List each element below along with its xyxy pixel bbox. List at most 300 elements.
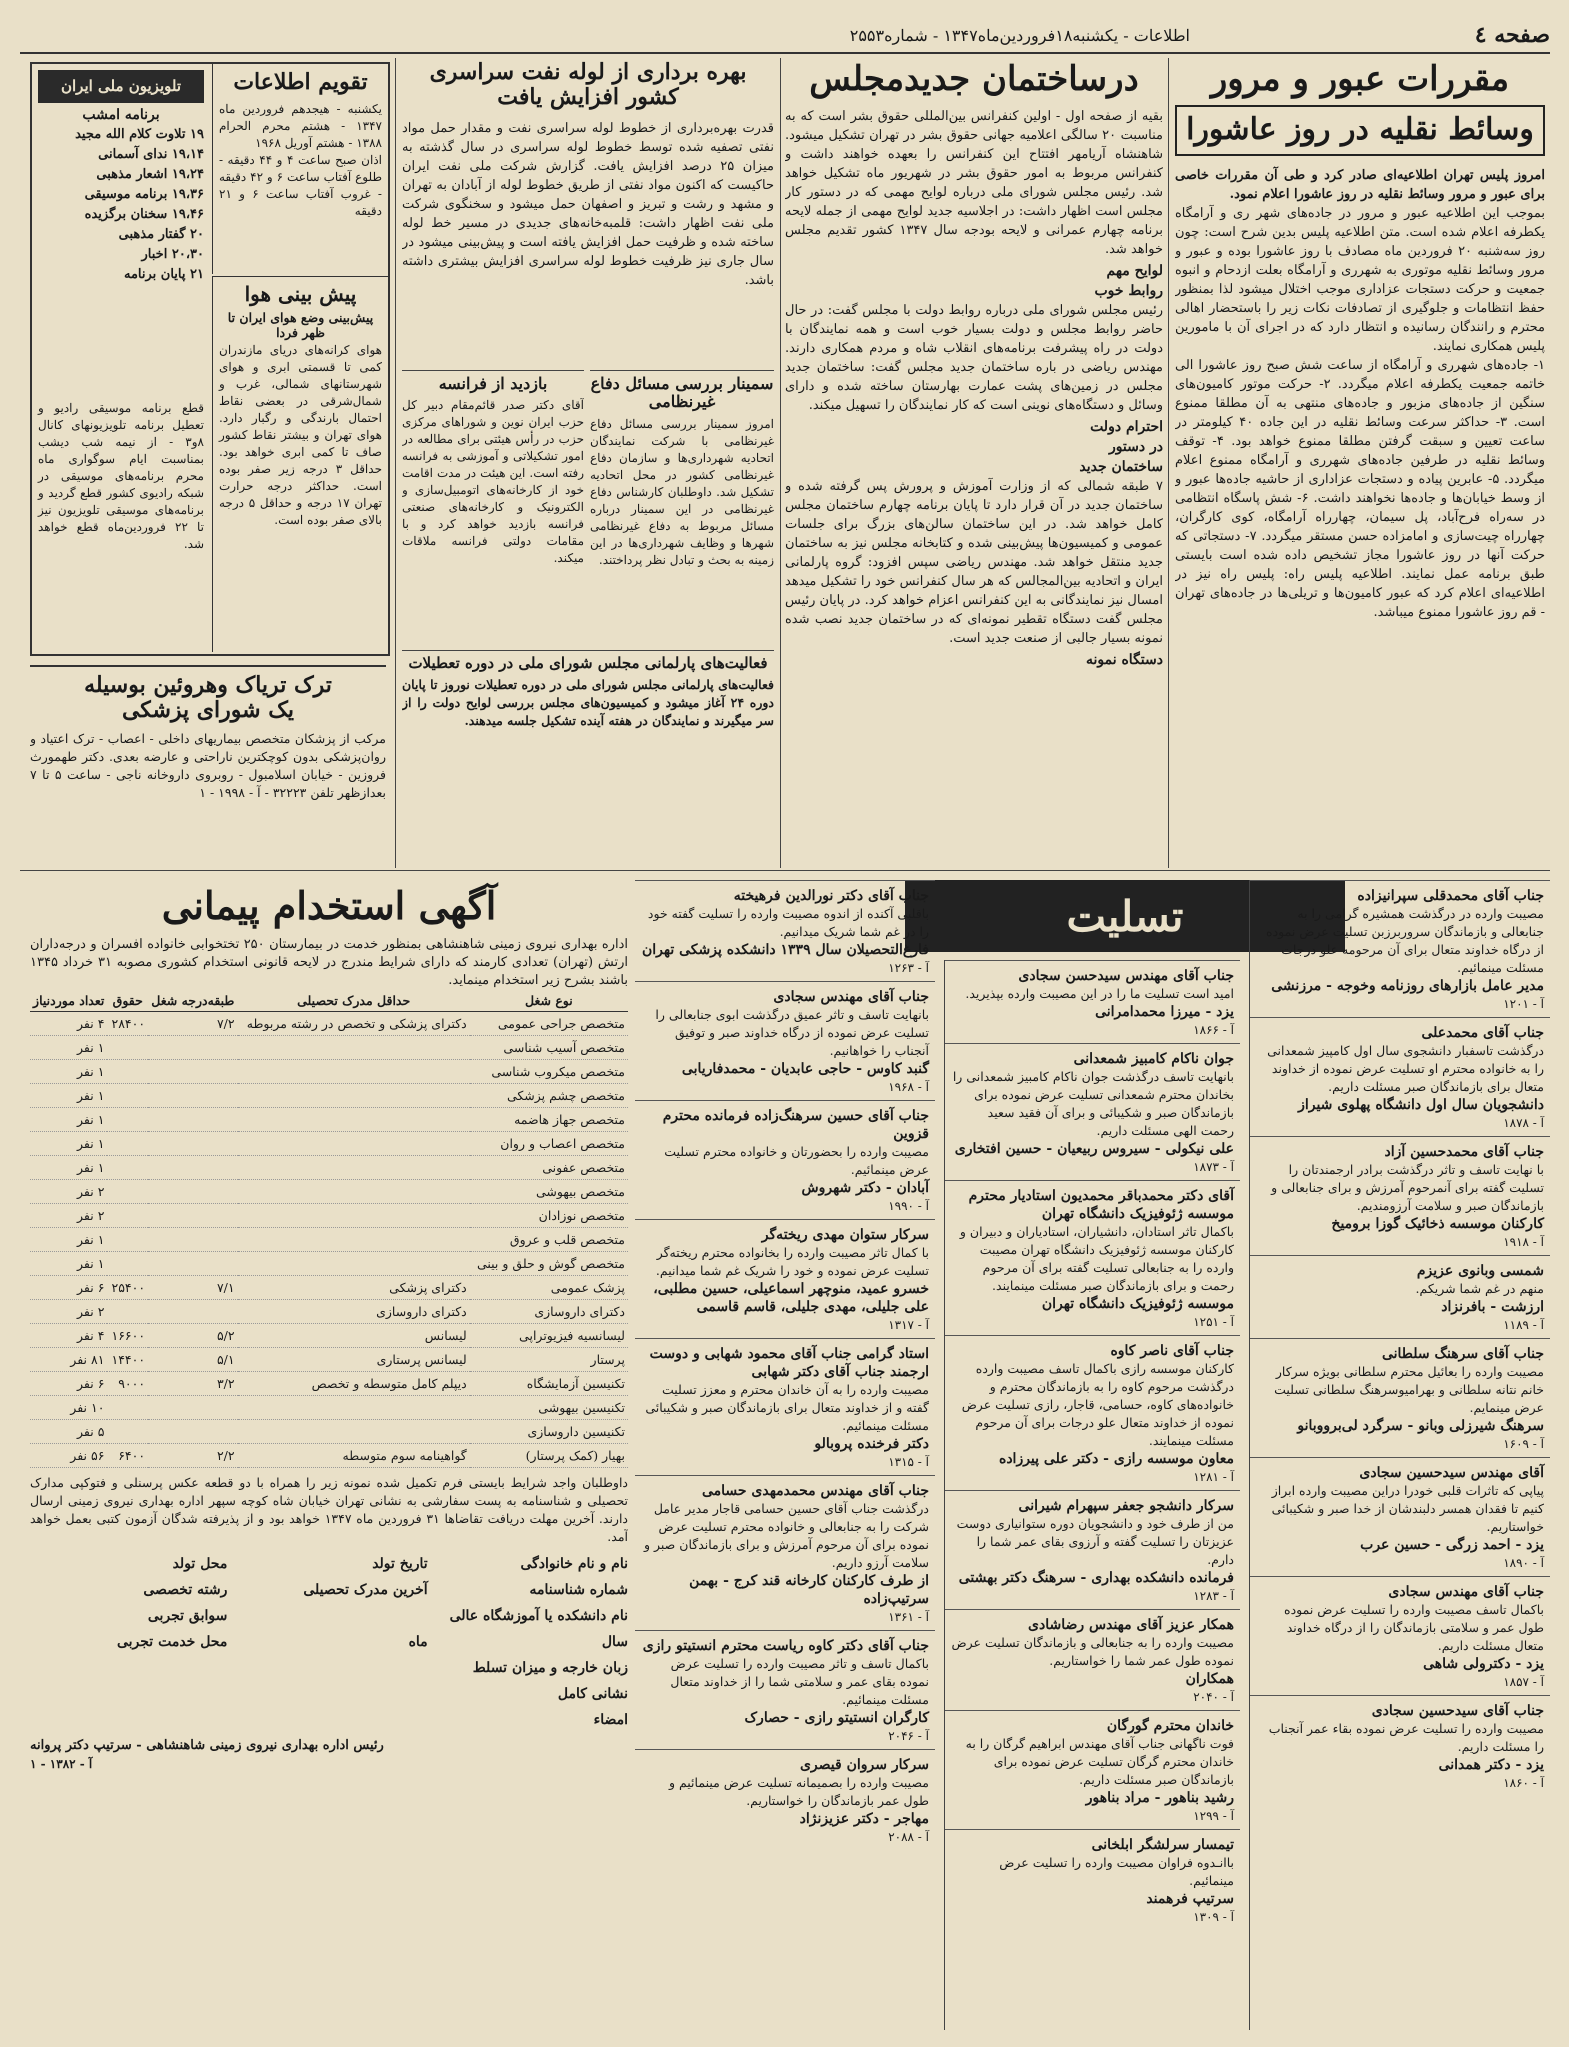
condolence-text: فوت ناگهانی جناب آقای مهندس ابراهیم گرگان را به خاندان محترم گرگان تسلیت عرض نموده برای بازماندگان صبر مسئلت داریم. [965,1736,1234,1787]
condolence-text: باکمال تاثر استادان، دانشیاران، استادیاران و دبیران و کارکنان موسسه ژئوفیزیک دانشگاه تهران مصیبت وارده را به جنابعالی تسلیت گفته برای آن مرحوم رحمت و برای بازماندگان صبر مسئلت مینمایند. [959,1224,1234,1293]
table-cell [238,1131,470,1155]
traffic-items: ۱- جاده‌های شهرری و آرامگاه از ساعت شش صبح روز عاشورا الی خاتمه جمعیت یکطرفه اعلام میگردد. ۲- حرکت موتور کامیون‌های سنگین از جاده‌های مزبور و جاده‌های منتهی به آن مطلقا ممنوع است. ۳- حداکثر سرعت وسائط نقلیه در این جاده ۴۰ کیلومتر در ساعت تعیین و سبقت گرفتن مطلقا ممنوع خواهد بود. ۴- توقف وسائط نقلیه در طرفین جاده‌های شهرری و آرامگاه ممنوع اعلام میگردد. ۵- عابرین پیاده و دستجات عزاداری از حاشیه جاده‌ها عبور و از وسط خیابان‌ها و جاده‌ها نخواهند داشت. ۶- شش پاسگاه انتظامی در سه‌راه فرح‌آباد، پل سیمان، چهارراه آرامگاه، کوی کارگران، چهارراه چیت‌سازی و امامزاده حسن مستقر میگردد. ۷- دستجاتی که حرکت آنها در روز عاشورا مجاز تشخیص داده شده است بایستی طبق برنامه عمل نمایند. اطلاعیه پلیس راه: پلیس راه نیز در اطلاعیه‌ای اعلام کرد که عبور کامیون‌ها و تریلی‌ها در جاده‌های تهران - قم روز عاشورا ممنوع میباشد. [1175,357,1545,620]
table-cell: ۱ نفر [30,1035,107,1059]
table-cell: متخصص قلب و عروق [470,1227,628,1251]
condolence-to: جناب آقای محمدحسین آزاد [1384,1144,1544,1160]
table-cell [107,1083,148,1107]
table-cell: متخصص عفونی [470,1155,628,1179]
table-cell [148,1083,238,1107]
condolence-notice [635,1475,935,1630]
condolence-code: آ - ۱۳۱۷ [888,1318,929,1332]
table-cell: لیسانس پرستاری [238,1347,470,1371]
condolence-to: آقای دکتر محمدباقر محمدیون استادیار محترم موسسه ژئوفیزیک دانشگاه تهران [968,1188,1234,1222]
traffic-article [1175,60,1545,860]
table-cell: دکترای پزشکی و تخصص در رشته مربوطه [238,1011,470,1035]
condolence-sign: آبادان - دکتر شهروش [801,1180,929,1196]
condolence-columns [635,880,1550,2030]
table-cell [107,1179,148,1203]
condolence-sign: معاون موسسه رازی - دکتر علی پیرزاده [998,1451,1234,1467]
majlis-subhead: احترام دولت [1090,419,1163,436]
table-cell [238,1083,470,1107]
table-cell [107,1251,148,1275]
column-rule [1168,58,1169,868]
form-field-label [30,1686,227,1702]
condolence-notice [945,1829,1240,1930]
traffic-body: بموجب این اطلاعیه عبور و مرور در جاده‌های شهر ری و آرامگاه یکطرفه اعلام شده است. متن اطلاعیه پلیس بدین شرح است: چون روز سه‌شنبه ۲۰ فروردین ماه مصادف با روز عاشورا بوده و عبور و مرور وسائط نقلیه موتوری به شهرری و آرامگاه بعلت ازدحام و انبوه جمعیت و حرکت دستجات عزاداری موجب اختلال میشود لذا بمنظور حفظ انتظامات و جلوگیری از تصادفات نکات زیر را باستحضار اهالی محترم و رانندگان رسانیده و انتظار دارد که در اجرای آن با مامورین پلیس همکاری نمایند. [1175,205,1545,354]
jobs-column-header: طبقه‌درجه شغل [148,990,238,1012]
oil-article [402,60,774,360]
condolence-text: مصیبت وارده را بصمیمانه تسلیت عرض مینمائیم و طول عمر بازماندگان را خواستاریم. [668,1775,929,1808]
table-cell: پرستار [470,1347,628,1371]
condolence-sign: همکاران [1185,1671,1234,1687]
condolence-text: باکمال تاسف مصیبت وارده را تسلیت عرض نموده طول عمر و سلامتی بازماندگان را از درگاه خداوند متعال مسئلت داریم. [1284,1602,1544,1653]
clinic-ad [30,665,386,862]
table-cell: متخصص گوش و حلق و بینی [470,1251,628,1275]
table-cell: متخصص میکروب شناسی [470,1059,628,1083]
condolence-notice [1250,1576,1550,1695]
table-cell: ۲ نفر [30,1299,107,1323]
table-row [30,1323,628,1347]
condolence-sign: رشید بناهور - مراد بناهور [1085,1790,1234,1806]
table-cell [148,1395,238,1419]
issue-info: اطلاعات - یکشنبه۱۸فروردین‌ماه۱۳۴۷ - شماره۲۵۵۳ [849,26,1190,45]
table-cell [238,1059,470,1083]
table-cell: ۶۴۰۰ [107,1443,148,1467]
table-cell: ۷/۲ [148,1011,238,1035]
calendar-section [212,64,388,274]
condolence-sign: کارگران انستیتو رازی - حصارک [744,1710,929,1726]
condolence-code: آ - ۱۲۸۱ [1193,1470,1234,1484]
table-row [30,1107,628,1131]
condolence-notice [1250,1136,1550,1255]
table-cell [238,1227,470,1251]
condolence-sign: مهاجر - دکتر عزیزنژاد [799,1811,929,1827]
condolence-sign: علی نیکولی - سیروس ربیعیان - حسین افتخاری [954,1141,1234,1157]
condolence-notice [635,1630,935,1749]
form-field-label: رشته تخصصی [143,1581,228,1598]
condolence-sign: یزد - دکترولی شاهی [1423,1656,1544,1672]
table-row [30,1395,628,1419]
form-row [30,1686,628,1702]
form-row [30,1556,628,1572]
table-cell [107,1419,148,1443]
condolence-to: جناب آقای دکتر کاوه ریاست محترم انستیتو رازی [642,1638,929,1654]
form-row [30,1712,628,1728]
tv-program-list [38,125,204,285]
table-cell: دکترای داروسازی [470,1299,628,1323]
condolence-sign: کارکنان موسسه ذخائیک گوزا برومیخ [1331,1216,1544,1232]
table-row [30,1011,628,1035]
table-row [30,1443,628,1467]
form-field-label [230,1608,427,1624]
table-cell [107,1107,148,1131]
jobs-column-header: تعداد موردنیاز [30,990,107,1012]
condolence-code: آ - ۱۸۷۳ [1193,1160,1234,1174]
tv-logo: تلویزیون ملی ایران [38,70,204,103]
condolence-notice [1250,1255,1550,1338]
condolence-text: کارکنان موسسه رازی باکمال تاسف مصیبت وارده درگذشت مرحوم کاوه را به بازماندگان محترم و خانواده‌های کاوه، حسامی، قاجار، رازی تسلیت عرض نموده از خداوند متعال علو درجات برای آن مرحوم مسئلت مینمایند. [961,1361,1234,1448]
condolence-column [1249,880,1550,2030]
section-rule [20,870,1550,871]
condolence-to: جناب آقای مهندس سجادی [1388,1584,1544,1600]
form-row [30,1582,628,1598]
table-cell [107,1395,148,1419]
page-number: صفحه ٤ [1474,22,1550,48]
table-cell: ۱ نفر [30,1155,107,1179]
condolence-text: من از طرف خود و دانشجویان دوره ستوانیاری دوست عزیزتان را تسلیت گفته و آرزوی بقای عمر شما را دارم. [956,1516,1234,1567]
jobs-signer: رئیس اداره بهداری نیروی زمینی شاهنشاهی - سرتیپ دکتر پروانه [30,1737,384,1753]
form-field-label: زبان خارجه و میزان تسلط [472,1659,628,1676]
condolence-code: آ - ۱۸۷۸ [1503,1116,1544,1130]
condolence-to: تیمسار سرلشگر ابلخانی [1091,1837,1234,1853]
table-cell: تکنیسین داروسازی [470,1419,628,1443]
table-cell: تکنیسین بیهوشی [470,1395,628,1419]
weather-body: هوای کرانه‌های دریای مازندران کمی تا قسمتی ابری و هوای شهرستانهای شمالی، غرب و شمال‌شرقی در بعضی نقاط احتمال بارندگی و رگبار دارد. هوای تهران و بیشتر نقاط کشور صاف تا کمی ابری خواهد بود. حداقل ۳ درجه زیر صفر بوده است. حداکثر درجه حرارت تهران ۱۷ درجه و حداقل ۵ درجه بالای صفر بوده است. [219,343,383,527]
condolence-to: جناب آقای محمدقلی سپرانیزاده [1357,888,1544,904]
condolence-text: درگذشت جناب آقای حسین حسامی قاجار مدیر عامل شرکت را به جنابعالی و خانواده محترم تسلیت عرض نموده برای آن مرحوم آمرزش و برای بازماندگان صبر و سلامت آرزو داریم. [644,1501,929,1570]
condolence-notice [945,960,1240,1043]
condolence-to: جناب آقای مهندس سجادی [773,989,929,1005]
condolence-code: آ - ۱۹۶۸ [888,1080,929,1094]
form-row [30,1634,628,1650]
majlis-body-1: بقیه از صفحه اول - اولین کنفرانس بین‌المللی حقوق بشر است که به مناسبت ۲۰ سالگی اعلامیه جهانی حقوق بشر در تهران تشکیل میشود. شاهنشاه آریامهر افتتاح این کنفرانس را بعهده خواهند داشت و کنفرانس مربوط به امور حقوق بشر در شهریور ماه تشکیل خواهد شد. رئیس مجلس شورای ملی درباره لوایح مهمی که در دستور کار مجلس است اظهار داشت: در اجلاسیه جدید لوایح مهمی از جمله لایحه برنامه چهارم عمرانی و لایحه بودجه سال ۱۳۴۷ کشور تقدیم مجلس خواهد شد. [785,109,1163,258]
seminar-body: امروز سمینار بررسی مسائل دفاع غیرنظامی با شرکت نمایندگان اتحادیه شهرداری‌ها و سازمان دفاع غیرنظامی کشور در محل اتحادیه تشکیل شد. داوطلبان کارشناس دفاع غیرنظامی در این سمینار درباره مسائل مربوط به دفاع غیرنظامی شهرها و وظایف شهرداری‌ها در این زمینه به بحث و تبادل نظر پرداختند. [590,416,774,567]
table-cell [148,1179,238,1203]
condolence-notice [945,1490,1240,1609]
table-row [30,1419,628,1443]
table-cell: متخصص بیهوشی [470,1179,628,1203]
table-cell [148,1107,238,1131]
table-cell [148,1155,238,1179]
tv-program-item: ۱۹ تلاوت کلام الله مجید [75,127,204,143]
condolence-sign: دکتر فرخنده پروبالو [814,1436,929,1452]
form-row [30,1608,628,1624]
condolence-sign: سرتیپ فرهمند [1146,1891,1234,1907]
condolence-code: آ - ۱۶۰۹ [1503,1437,1544,1451]
condolence-sign: یزد - دکتر همدانی [1438,1757,1544,1773]
table-cell: متخصص اعصاب و روان [470,1131,628,1155]
form-field-label: محل خدمت تجربی [116,1633,228,1650]
table-cell: ۵/۱ [148,1347,238,1371]
table-cell [107,1155,148,1179]
condolence-code: آ - ۲۰۴۶ [888,1729,929,1743]
condolence-notice [635,1749,935,1850]
jobs-title: آگهی استخدام پیمانی [161,883,497,928]
table-cell [148,1059,238,1083]
condolence-to: جناب آقای محمدعلی [1421,1025,1544,1041]
table-cell: ۲ نفر [30,1179,107,1203]
form-field-label: نشانی کامل [557,1685,628,1702]
condolence-section [635,880,1550,2030]
condolence-code: آ - ۱۸۹۰ [1503,1556,1544,1570]
jobs-column-header: نوع شغل [470,990,628,1012]
tv-notice: قطع برنامه موسیقی رادیو و تعطیل برنامه تلویزیونهای کانال ۸و۳ - از نیمه شب دیشب بمناسبت ایام سوگواری ماه محرم برنامه‌های موسیقی در شبکه رادیوی کشور قطع گردید و برنامه‌های موسیقی تلویزیون نیز تا ۲۲ فروردین‌ماه قطع خواهد شد. [38,401,205,551]
form-field-label [230,1712,427,1728]
condolence-text: با کمال تاثر مصیبت وارده را بخانواده محترم ریخته‌گر تسلیت عرض نموده و خود را شریک غم شما میدانیم. [655,1245,929,1278]
condolence-notice [945,1335,1240,1490]
table-cell [148,1251,238,1275]
weather-section [212,276,388,652]
condolence-to: جناب آقای مهندس محمدمهدی حسامی [701,1483,929,1499]
condolence-to: سرکار سروان قیصری [799,1757,929,1773]
table-row [30,1203,628,1227]
table-cell [107,1059,148,1083]
condolence-to: سرکار ستوان مهدی ریخته‌گر [761,1227,929,1243]
form-field-label [230,1686,427,1702]
table-cell [238,1155,470,1179]
condolence-to: همکار عزیز آقای مهندس رضاشادی [1028,1617,1234,1633]
form-field-label: سوابق تجربی [147,1607,228,1624]
form-field-label: امضاء [593,1711,628,1728]
parliament-article [402,650,774,861]
form-field-label: ماه [408,1633,428,1650]
condolence-notice [635,880,935,981]
jobs-intro: اداره بهداری نیروی زمینی شاهنشاهی بمنظور خدمت در بیمارستان ۲۵۰ تختخوابی خانواده افسران و درجه‌داران ارتش (تهران) تعدادی کارمند که دارای شرایط مندرج در لایحه قانونی استخدام کشوری مصوبه ۳۱ خرداد ۱۳۴۵ باشند بشرح زیر استخدام مینماید. [30,936,628,988]
weather-subtitle: پیش‌بینی وضع هوای ایران تا ظهر فردا [227,310,374,340]
condolence-sign: فارغ‌التحصیلان سال ۱۳۳۹ دانشکده پزشکی تهران [641,942,929,958]
form-field-label: آخرین مدرک تحصیلی [303,1581,428,1598]
jobs-column-header: حداقل مدرک تحصیلی [238,990,470,1012]
table-cell: دکترای پزشکی [238,1275,470,1299]
condolence-code: آ - ۱۲۶۳ [888,961,929,975]
condolence-to: استاد گرامی جناب آقای محمود شهابی و دوست ارجمند جناب آقای دکتر شهابی [649,1346,929,1380]
tv-program-item: ۱۹،۲۴ اشعار مذهبی [96,167,204,183]
table-cell: متخصص نوزادان [470,1203,628,1227]
table-cell: ۱ نفر [30,1251,107,1275]
majlis-body-2: رئیس مجلس شورای ملی درباره روابط دولت با مجلس گفت: در حال حاضر روابط مجلس و دولت بسیار خوب است و همه نمایندگان با دولت در راه پیشرفت برنامه‌های انقلاب شاه و مردم همکاری دارند. مهندس ریاضی در باره ساختمان جدید مجلس گفت: ساختمان جدید مجلس در زمین‌های پشت عمارت بهارستان ساخته شده و دارای وسائل و دستگاه‌های نوینی است که کار نمایندگان را تسهیل میکند. [785,303,1163,414]
table-row [30,1251,628,1275]
condolence-text: مصیبت وارده را بحضورتان و خانواده محترم تسلیت عرض مینمائیم. [664,1144,929,1177]
table-row [30,1083,628,1107]
table-cell: متخصص آسیب شناسی [470,1035,628,1059]
table-cell: متخصص جراحی عمومی [470,1011,628,1035]
condolence-notice [635,1338,935,1475]
condolence-notice [945,1710,1240,1829]
seminar-title: سمینار بررسی مسائل دفاع غیرنظامی [590,374,774,412]
table-cell: ۹۰۰۰ [107,1371,148,1395]
parliament-title: فعالیت‌های پارلمانی مجلس شورای ملی در دوره تعطیلات [408,654,768,672]
table-row [30,1179,628,1203]
table-cell [107,1131,148,1155]
parliament-body: فعالیت‌های پارلمانی مجلس شورای ملی در دوره تعطیلات نوروز تا پایان دوره ۲۴ آغاز میشود و کمیسیون‌های مجلس بررسی لوایح دولت را از سر میگیرند و نمایندگان در هفته آینده تشکیل جلسه میدهند. [402,677,774,729]
table-cell: ۵ نفر [30,1419,107,1443]
condolence-notice [945,1043,1240,1180]
condolence-to: جناب آقای مهندس سیدحسن سجادی [1018,968,1234,984]
table-cell: دکترای داروسازی [238,1299,470,1323]
table-cell [107,1203,148,1227]
condolence-to: جناب آقای ناصر کاوه [1110,1343,1234,1359]
calendar-title: تقویم اطلاعات [233,69,368,95]
table-cell [148,1299,238,1323]
visit-body: آقای دکتر صدر قائم‌مقام دبیر کل حزب ایران نوین و شوراهای مرکزی حزب در رأس هیئتی برای مطالعه در امور تشکیلاتی و آموزشی به فرانسه رفته است. این هیئت در مدت اقامت خود از کارخانه‌های اتومبیل‌سازی و الکترونیک و کارخانه‌های صنعتی فرانسه بازدید خواهد کرد و با مقامات دولتی فرانسه ملاقات میکند. [402,398,584,566]
visit-article [402,370,584,641]
condolence-text: مصیبت وارده را به آن خاندان محترم و معزز تسلیت گفته و از خداوند متعال برای بازماندگان صبر و شکیبائی مسئلت مینمائیم. [645,1382,929,1433]
table-cell: ۱ نفر [30,1107,107,1131]
form-field-label: محل تولد [172,1555,228,1572]
form-field-label: سال [601,1633,628,1650]
table-cell [148,1419,238,1443]
table-row [30,1275,628,1299]
condolence-code: آ - ۱۸۵۷ [1503,1675,1544,1689]
condolence-notice [1250,1695,1550,1796]
condolence-code: آ - ۱۳۰۹ [1193,1910,1234,1924]
table-row [30,1371,628,1395]
calendar-box [30,62,390,656]
condolence-sign: مدیر عامل بازارهای روزنامه وخوجه - مرزنشی [1271,978,1544,994]
table-cell [148,1035,238,1059]
jobs-form [30,1556,628,1728]
jobs-ad [30,880,628,2030]
table-cell: ۱ نفر [30,1131,107,1155]
table-cell [238,1419,470,1443]
oil-title: بهره برداری از لوله نفت سراسری کشور افزایش یافت [429,60,747,111]
tv-program-item: ۲۰ گفتار مذهبی [118,227,204,243]
table-row [30,1227,628,1251]
condolence-sign: دانشجویان سال اول دانشگاه پهلوی شیراز [1298,1097,1544,1113]
condolence-sign: فرمانده دانشکده بهداری - سرهنگ دکتر بهشتی [958,1570,1234,1586]
condolence-text: بانهایت تاسف درگذشت جوان ناکام کامبیز شمعدانی را بخاندان محترم شمعدانی تسلیت عرض نموده برای بازماندگان صبر و شکیبائی و برای آن فقید سعید رحمت الهی مسئلت داریم. [952,1069,1234,1138]
condolence-text: با نهایت تاسف و تاثر درگذشت برادر ارجمندتان را تسلیت گفته برای آنمرحوم آمرزش و برای جنابعالی و بازماندگان صبر و سلامت آرزومندیم. [1271,1162,1544,1213]
condolence-to: جناب آقای سرهنگ سلطانی [1381,1346,1544,1362]
condolence-text: مصیبت وارده در درگذشت همشیره گرامی را به جنابعالی و بازماندگان سروربرزبن تسلیت عرض نموده از درگاه خداوند متعال برای آن مرحومه علو درجات مسئلت مینمائیم. [1266,906,1544,975]
condolence-notice [1250,880,1550,1017]
condolence-code: آ - ۱۲۸۳ [1193,1589,1234,1603]
condolence-sign: سرهنگ شیرزلی وبانو - سرگرد لی‌برووبانو [1297,1418,1544,1434]
table-cell: ۶ نفر [30,1275,107,1299]
form-field-label: نام و نام خانوادگی [520,1555,628,1572]
majlis-article [785,60,1163,860]
condolence-to: جوان ناکام کامبیز شمعدانی [1073,1051,1234,1067]
condolence-code: آ - ۱۸۶۰ [1503,1776,1544,1790]
condolence-code: آ - ۱۹۱۸ [1503,1235,1544,1249]
form-field-label [30,1660,227,1676]
table-cell: ۲ نفر [30,1203,107,1227]
table-cell [238,1203,470,1227]
condolence-sign: خسرو عمید، منوچهر اسماعیلی، حسین مطلبی، علی جلیلی، مهدی جلیلی، قاسم قاسمی [653,1281,929,1315]
table-row [30,1035,628,1059]
table-cell: دیپلم کامل متوسطه و تخصص [238,1371,470,1395]
table-cell: گواهینامه سوم متوسطه [238,1443,470,1467]
table-cell: پزشک عمومی [470,1275,628,1299]
condolence-to: جناب آقای دکتر نورالدین فرهیخته [733,888,929,904]
condolence-text: مصیبت وارده را به جنابعالی و بازماندگان تسلیت عرض نموده طول عمر شما را خواستاریم. [951,1635,1234,1668]
table-row [30,1131,628,1155]
table-cell [238,1035,470,1059]
table-cell [107,1299,148,1323]
table-cell: تکنیسین آزمایشگاه [470,1371,628,1395]
seminar-article [590,370,774,641]
condolence-to: شمسی وبانوی عزیزم [1416,1263,1544,1279]
table-cell: ۲۵۴۰۰ [107,1275,148,1299]
form-field-label [30,1712,227,1728]
tv-program-item: ۱۹،۱۴ ندای آسمانی [98,147,204,163]
table-cell: متخصص جهاز هاضمه [470,1107,628,1131]
form-field-label: شماره شناسنامه [529,1581,628,1598]
table-cell: ۱ نفر [30,1059,107,1083]
table-cell [238,1395,470,1419]
page-header [20,18,1550,54]
condolence-sign: ارزشت - بافرنزاد [1441,1299,1544,1315]
condolence-code: آ - ۱۱۸۹ [1503,1318,1544,1332]
table-cell: ۱۴۴۰۰ [107,1347,148,1371]
condolence-to: جناب آقای حسین سرهنگ‌زاده فرمانده محترم قزوین [662,1108,929,1142]
tv-program-item: ۱۹،۴۶ سخنان برگزیده [84,207,204,223]
table-cell: ۱ نفر [30,1083,107,1107]
table-cell: ۱۶۶۰۰ [107,1323,148,1347]
condolence-text: باکمال تاسف و تاثر مصیبت وارده را تسلیت عرض نموده بقای عمر و سلامتی شما را از خداوند متعال مسئلت مینمائیم. [670,1656,929,1707]
calendar-times: اذان صبح ساعت ۴ و ۴۴ دقیقه - طلوع آفتاب ساعت ۶ و ۴۲ دقیقه - غروب آفتاب ساعت ۶ و ۲۱ دقیقه [219,153,382,219]
clinic-ad-subtitle: یک شورای پزشکی [121,697,295,724]
majlis-title: درساختمان جدیدمجلس [809,60,1139,99]
table-cell: ۶ نفر [30,1371,107,1395]
table-cell [107,1035,148,1059]
table-cell [238,1107,470,1131]
table-row [30,1299,628,1323]
visit-title: بازدید از فرانسه [438,374,548,393]
condolence-sign: موسسه ژئوفیزیک دانشگاه تهران [1041,1296,1234,1312]
condolence-title: تسلیت [905,880,1345,952]
traffic-lead: امروز پلیس تهران اطلاعیه‌ای صادر کرد و طی آن مقررات خاصی برای عبور و مرور وسائط نقلیه در روز عاشورا اعلام نمود. [1175,167,1545,202]
condolence-sign: یزد - احمد زرگی - حسین عرب [1360,1537,1544,1553]
table-cell [238,1179,470,1203]
traffic-subtitle: وسائط نقلیه در روز عاشورا [1175,105,1545,156]
table-cell: ۵۶ نفر [30,1443,107,1467]
tv-section [32,64,210,394]
form-row [30,1660,628,1676]
condolence-code: آ - ۲۰۸۸ [888,1830,929,1844]
condolence-text: باانـدوه فراوان مصیبت وارده را تسلیت عرض مینمائیم. [999,1855,1234,1888]
jobs-code: آ - ۱۳۸۲ - ۱ [30,1756,93,1771]
table-cell: ۱۰ نفر [30,1395,107,1419]
condolence-notice [635,1219,935,1338]
condolence-to: خاندان محترم گورگان [1106,1718,1234,1734]
clinic-ad-body: مرکب از پزشکان متخصص بیماریهای داخلی - اعصاب - ترک اعتیاد و روان‌پزشکی بدون کوچکترین ناراحتی و عارضه بعدی. دکتر طهمورث فروزین - خیابان اسلامبول - روبروی داروخانه ناجی - ساعت ۵ تا ۷ بعدازظهر تلفن ۳۲۲۲۳ - آ - ۱۹۹۸ - ۱ [30,730,386,800]
form-field-label [230,1660,427,1676]
table-cell: ۴ نفر [30,1011,107,1035]
condolence-text: منهم در غم شما شریکم. [1415,1281,1544,1296]
jobs-table [30,990,628,1468]
table-row [30,1059,628,1083]
condolence-sign: یزد - میرزا محمدامرانی [1095,1004,1234,1020]
condolence-notice [945,1609,1240,1710]
condolence-code: آ - ۱۲۵۱ [1193,1315,1234,1329]
table-cell [107,1227,148,1251]
condolence-text: مصیبت وارده را تسلیت عرض نموده بقاء عمر آنجناب را مسئلت داریم. [1268,1721,1544,1754]
table-row [30,1155,628,1179]
table-row [30,1347,628,1371]
table-cell: ۲/۲ [148,1443,238,1467]
table-cell: ۷/۱ [148,1275,238,1299]
tv-program-item: ۲۰،۳۰ اخبار [141,247,204,263]
majlis-subhead: ساختمان جدید [1079,459,1163,476]
condolence-to: جناب آقای سیدحسین سجادی [1371,1703,1544,1719]
jobs-footer: داوطلبان واجد شرایط بایستی فرم تکمیل شده نمونه زیر را همراه با دو قطعه عکس پرسنلی و فتوکپی مدارک تحصیلی و شناسنامه به پست سفارشی به نشانی تهران خیابان شاه کوچه سپهر اداره بهداری نیروی زمینی ارسال دارند. آخرین مهلت دریافت تقاضاها ۳۱ فروردین ماه ۱۳۴۷ خواهد بود و از پذیرفته شدگان آزمون کتبی بعمل خواهد آمد. [30,1474,628,1544]
table-cell: ۳/۲ [148,1371,238,1395]
tv-program-item: ۱۹،۳۶ برنامه موسیقی [84,187,204,203]
table-cell: لیسانس [238,1323,470,1347]
condolence-to: آقای مهندس سیدحسین سجادی [1359,1465,1544,1481]
majlis-body-3: ۷ طبقه شمالی که از وزارت آموزش و پرورش پس گرفته شده و ساختمان جدید در آن قرار دارد تا پایان برنامه چهارم ساختمان مجلس کامل خواهد شد. در این ساختمان سالن‌های بزرگ برای جلسات عمومی و کمیسیون‌ها پیش‌بینی شده و کتابخانه مجلس نیز به ساختمان جدید منتقل خواهد شد. مهندس ریاضی سپس افزود: گروه پارلمانی ایران و اتحادیه بین‌المجالس که هر سال کنفرانس خود را تشکیل میدهد امسال نیز نمایندگانی به این کنفرانس اعزام خواهد کرد. در پایان رئیس مجلس گفت دستگاه تقطیر نمونه‌ای که در ساختمان جدید نصب شده نمونه بسیار جالبی از صنعت جدید است. [785,479,1163,647]
table-cell: ۱ نفر [30,1227,107,1251]
condolence-to: سرکار دانشجو جعفر سپهرام شیرانی [1018,1498,1234,1514]
tv-program-item: ۲۱ پایان برنامه [123,267,204,283]
condolence-code: آ - ۲۰۴۰ [1193,1690,1234,1704]
condolence-notice [1250,1338,1550,1457]
table-cell: ۴ نفر [30,1323,107,1347]
condolence-text: باقلبی آکنده از اندوه مصیبت وارده را تسلیت گفته خود را در غم شما شریک میدانیم. [647,906,929,939]
calendar-date: یکشنبه - هیجدهم فروردین ماه ۱۳۴۷ - هشتم محرم الحرام ۱۳۸۸ - هشتم آوریل ۱۹۶۸ [219,102,382,151]
majlis-subhead: لوایح مهم [1106,263,1163,280]
